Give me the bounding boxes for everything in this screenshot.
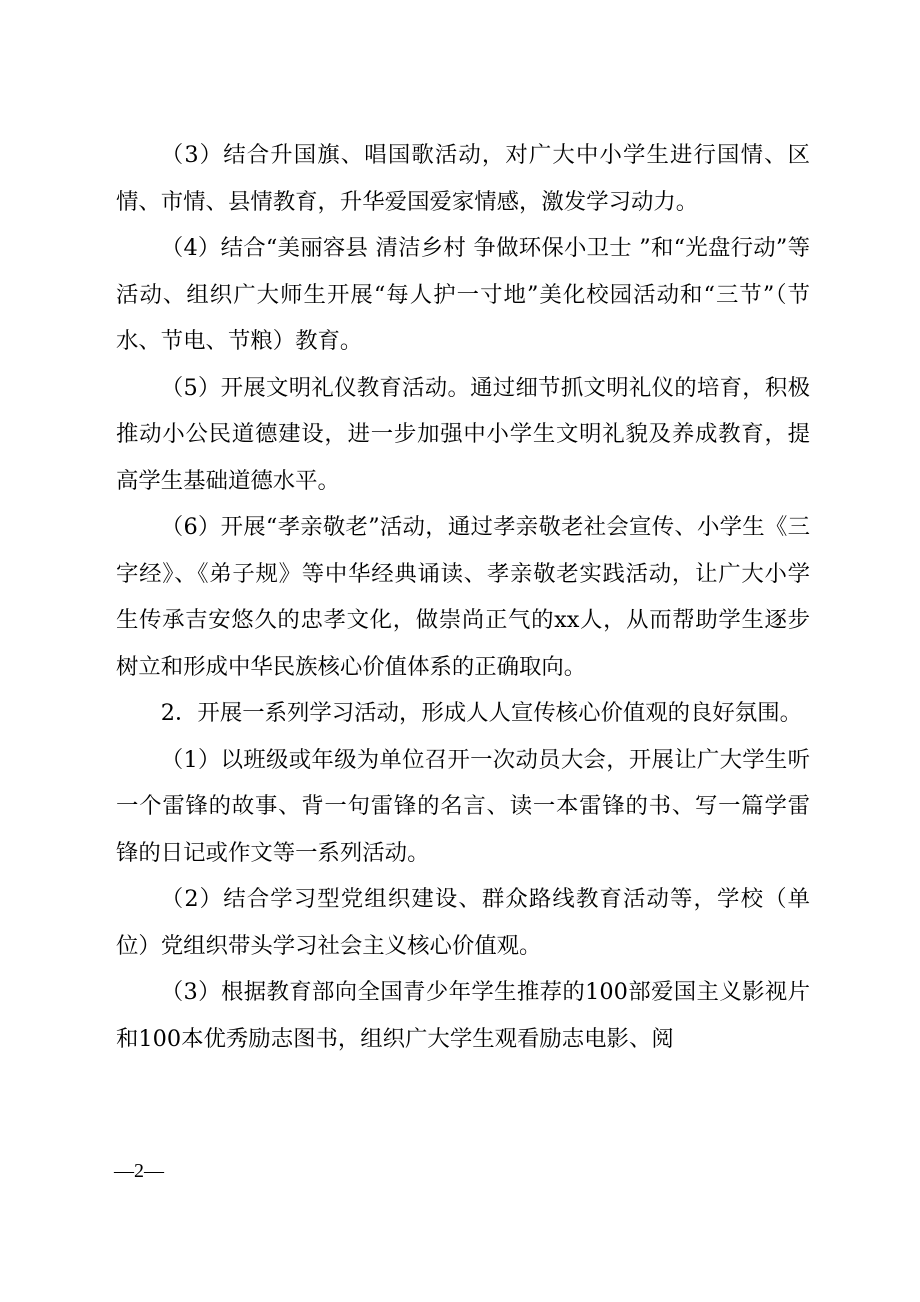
paragraph-item-3-films-books: （3）根据教育部向全国青少年学生推荐的100部爱国主义影视片和100本优秀励志图书，组织广大学生观看励志电影、阅	[116, 979, 810, 1052]
paragraph-item-4-environment: （4）结合“美丽容县 清洁乡村 争做环保小卫士 ”和“光盘行动”等活动、组织广大师生开展“每人护一寸地”美化校园活动和“三节”（节水、节电、节粮）教育。	[116, 235, 810, 354]
page-number: —2—	[114, 1160, 164, 1182]
paragraph-item-1-lei-feng: （1）以班级或年级为单位召开一次动员大会，开展让广大学生听一个雷锋的故事、背一句雷锋的名言、读一本雷锋的书、写一篇学雷锋的日记或作文等一系列活动。	[116, 746, 810, 866]
document-body	[116, 132, 810, 1062]
paragraph-item-6-filial-piety: （6）开展“孝亲敬老”活动，通过孝亲敬老社会宣传、小学生《三字经》、《弟子规》等中华经典诵读、孝亲敬老实践活动，让广大小学生传承吉安悠久的忠孝文化，做崇尚正气的xx人，从而帮助学生逐步树立和形成中华民族核心价值体系的正确取向。	[116, 514, 810, 680]
paragraph-item-5-etiquette: （5）开展文明礼仪教育活动。通过细节抓文明礼仪的培育，积极推动小公民道德建设，进一步加强中小学生文明礼貌及养成教育，提高学生基础道德水平。	[116, 374, 810, 494]
paragraph-item-2-party-study: （2）结合学习型党组织建设、群众路线教育活动等，学校（单位）党组织带头学习社会主义核心价值观。	[116, 886, 810, 959]
paragraph-item-3-flag-ceremony: （3）结合升国旗、唱国歌活动，对广大中小学生进行国情、区情、市情、县情教育，升华爱国爱家情感，激发学习动力。	[116, 142, 810, 215]
section-heading-2-learning-activities: 2．开展一系列学习活动，形成人人宣传核心价值观的良好氛围。	[160, 700, 802, 726]
